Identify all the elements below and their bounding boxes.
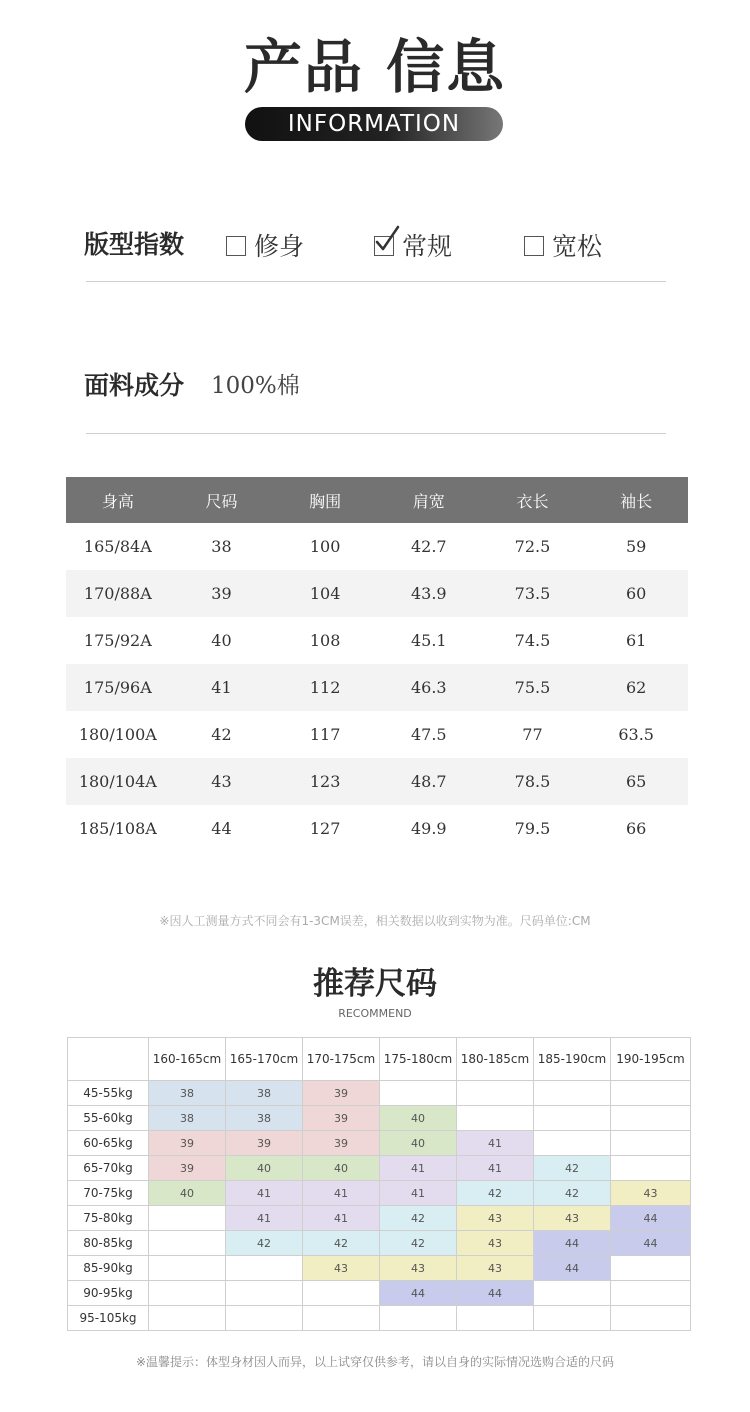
recommended-size-cell: 39 [149, 1156, 226, 1181]
empty-cell [534, 1106, 611, 1131]
fit-option-regular [374, 230, 452, 264]
grid-row [68, 1231, 691, 1256]
recommended-size-cell: 38 [226, 1081, 303, 1106]
grid-row [68, 1281, 691, 1306]
table-cell: 78.5 [481, 758, 585, 805]
checkmark-icon [374, 225, 400, 253]
height-range-header: 165-170cm [226, 1038, 303, 1081]
recommended-size-cell: 39 [303, 1106, 380, 1131]
recommended-size-cell: 39 [149, 1131, 226, 1156]
table-row [66, 523, 688, 570]
empty-cell [149, 1281, 226, 1306]
weight-range-label: 70-75kg [68, 1181, 149, 1206]
grid-row [68, 1206, 691, 1231]
weight-range-label: 90-95kg [68, 1281, 149, 1306]
weight-range-label: 95-105kg [68, 1306, 149, 1331]
recommended-size-cell: 44 [457, 1281, 534, 1306]
empty-cell [611, 1081, 691, 1106]
recommended-size-cell: 43 [611, 1181, 691, 1206]
recommended-size-cell: 42 [457, 1181, 534, 1206]
weight-range-label: 60-65kg [68, 1131, 149, 1156]
table-cell: 74.5 [514, 631, 551, 650]
column-header: 身高 [66, 477, 170, 523]
empty-cell [380, 1081, 457, 1106]
table-cell: 72.5 [514, 537, 551, 556]
height-range-header: 170-175cm [303, 1038, 380, 1081]
page-title: 产品 信息 [243, 33, 507, 101]
grid-row [68, 1181, 691, 1206]
recommended-size-cell: 42 [380, 1231, 457, 1256]
recommended-size-cell: 40 [226, 1156, 303, 1181]
checkbox-checked-icon [374, 236, 394, 256]
recommended-size-cell: 38 [149, 1106, 226, 1131]
column-header: 肩宽 [377, 477, 481, 523]
empty-cell [611, 1281, 691, 1306]
empty-cell [611, 1131, 691, 1156]
table-cell: 73.5 [481, 570, 585, 617]
recommended-size-cell: 38 [149, 1081, 226, 1106]
measurement-note: ※因人工测量方式不同会有1-3CM误差，相关数据以收到实物为准。尺码单位:CM [159, 914, 591, 928]
column-header: 衣长 [481, 477, 585, 523]
table-cell: 108 [309, 631, 341, 650]
recommended-size-cell: 39 [303, 1131, 380, 1156]
height-range-header: 180-185cm [457, 1038, 534, 1081]
table-cell: 49.9 [410, 819, 447, 838]
table-cell: 79.5 [514, 819, 551, 838]
recommended-size-cell: 43 [380, 1256, 457, 1281]
table-cell: 185/108A [78, 819, 157, 838]
recommended-size-cell: 42 [534, 1181, 611, 1206]
weight-range-label: 65-70kg [68, 1156, 149, 1181]
empty-cell [149, 1231, 226, 1256]
table-cell: 112 [273, 664, 377, 711]
empty-cell [457, 1081, 534, 1106]
table-cell: 100 [309, 537, 341, 556]
table-cell: 60 [584, 570, 688, 617]
column-header: 尺码 [170, 477, 274, 523]
table-cell: 66 [625, 819, 647, 838]
recommended-size-cell: 41 [457, 1156, 534, 1181]
grid-row [68, 1306, 691, 1331]
table-row [66, 805, 688, 852]
recommended-size-cell: 41 [226, 1181, 303, 1206]
empty-cell [226, 1306, 303, 1331]
table-cell: 38 [211, 537, 232, 556]
recommended-size-cell: 43 [303, 1256, 380, 1281]
height-range-header: 160-165cm [149, 1038, 226, 1081]
recommended-size-cell: 41 [303, 1206, 380, 1231]
grid-row [68, 1081, 691, 1106]
table-cell: 75.5 [481, 664, 585, 711]
empty-cell [611, 1156, 691, 1181]
height-range-header: 190-195cm [611, 1038, 691, 1081]
recommended-size-cell: 43 [457, 1206, 534, 1231]
recommended-size-cell: 40 [149, 1181, 226, 1206]
recommend-title: 推荐尺码 [313, 966, 437, 1002]
table-cell: 42.7 [410, 537, 447, 556]
empty-cell [534, 1131, 611, 1156]
table-cell: 170/88A [66, 570, 170, 617]
fit-option-slim [226, 230, 304, 264]
recommended-size-cell: 42 [380, 1206, 457, 1231]
recommended-size-cell: 40 [303, 1156, 380, 1181]
table-row [66, 570, 688, 617]
empty-cell [149, 1206, 226, 1231]
empty-cell [534, 1281, 611, 1306]
fit-label: 版型指数 [84, 230, 185, 259]
table-header-row [66, 477, 688, 523]
table-cell: 43 [170, 758, 274, 805]
table-cell: 41 [170, 664, 274, 711]
recommended-size-cell: 38 [226, 1106, 303, 1131]
empty-cell [380, 1306, 457, 1331]
weight-range-label: 45-55kg [68, 1081, 149, 1106]
table-cell: 62 [584, 664, 688, 711]
weight-range-label: 55-60kg [68, 1106, 149, 1131]
table-cell: 175/92A [83, 631, 152, 650]
empty-cell [611, 1106, 691, 1131]
recommended-size-cell: 41 [457, 1131, 534, 1156]
recommend-subtitle: RECOMMEND [338, 1007, 412, 1020]
fit-option-label: 修身 [254, 232, 305, 261]
grid-row [68, 1256, 691, 1281]
table-cell: 77 [522, 725, 543, 744]
empty-cell [149, 1306, 226, 1331]
column-header: 胸围 [273, 477, 377, 523]
table-cell: 43.9 [377, 570, 481, 617]
weight-range-label: 80-85kg [68, 1231, 149, 1256]
recommended-size-cell: 40 [380, 1131, 457, 1156]
table-cell: 42 [211, 725, 232, 744]
empty-cell [303, 1281, 380, 1306]
weight-range-label: 75-80kg [68, 1206, 149, 1231]
table-row [66, 617, 688, 664]
table-cell: 123 [273, 758, 377, 805]
size-spec-table [66, 477, 688, 852]
empty-cell [303, 1306, 380, 1331]
table-row [66, 711, 688, 758]
column-header: 袖长 [584, 477, 688, 523]
empty-cell [534, 1081, 611, 1106]
recommended-size-cell: 44 [534, 1256, 611, 1281]
recommended-size-cell: 44 [534, 1231, 611, 1256]
table-cell: 48.7 [377, 758, 481, 805]
table-cell: 59 [625, 537, 647, 556]
checkbox-unchecked-icon [524, 236, 544, 256]
empty-cell [457, 1106, 534, 1131]
size-tip: ※温馨提示：体型身材因人而异，以上试穿仅供参考，请以自身的实际情况选购合适的尺码 [135, 1355, 615, 1369]
page-subtitle-badge: INFORMATION [245, 107, 503, 141]
empty-cell [611, 1306, 691, 1331]
recommended-size-cell: 42 [303, 1231, 380, 1256]
recommended-size-cell: 41 [303, 1181, 380, 1206]
fabric-value: 100%棉 [211, 373, 300, 399]
empty-cell [226, 1281, 303, 1306]
table-cell: 175/96A [66, 664, 170, 711]
table-cell: 45.1 [410, 631, 447, 650]
grid-row [68, 1131, 691, 1156]
divider [86, 433, 666, 434]
empty-cell [226, 1256, 303, 1281]
recommended-size-cell: 41 [380, 1156, 457, 1181]
recommended-size-cell: 42 [534, 1156, 611, 1181]
height-range-header: 185-190cm [534, 1038, 611, 1081]
divider [86, 281, 666, 282]
grid-row [68, 1106, 691, 1131]
recommended-size-cell: 43 [534, 1206, 611, 1231]
weight-range-label: 85-90kg [68, 1256, 149, 1281]
recommended-size-cell: 39 [303, 1081, 380, 1106]
height-range-header: 175-180cm [380, 1038, 457, 1081]
table-row [66, 664, 688, 711]
table-cell: 61 [625, 631, 647, 650]
size-recommend-table [67, 1037, 691, 1331]
fit-option-label: 宽松 [552, 232, 603, 261]
table-row [66, 758, 688, 805]
empty-cell [457, 1306, 534, 1331]
fit-option-label: 常规 [402, 232, 453, 261]
recommended-size-cell: 43 [457, 1256, 534, 1281]
table-cell: 46.3 [377, 664, 481, 711]
table-cell: 165/84A [83, 537, 152, 556]
recommended-size-cell: 43 [457, 1231, 534, 1256]
fit-option-loose [524, 230, 602, 264]
table-cell: 39 [170, 570, 274, 617]
table-cell: 40 [211, 631, 232, 650]
table-cell: 44 [211, 819, 232, 838]
table-cell: 63.5 [618, 725, 654, 744]
grid-row [68, 1156, 691, 1181]
table-cell: 180/104A [66, 758, 170, 805]
empty-cell [149, 1256, 226, 1281]
table-cell: 47.5 [410, 725, 447, 744]
table-cell: 65 [584, 758, 688, 805]
grid-header-row [68, 1038, 691, 1081]
recommended-size-cell: 41 [380, 1181, 457, 1206]
recommended-size-cell: 40 [380, 1106, 457, 1131]
table-cell: 104 [273, 570, 377, 617]
fabric-label: 面料成分 [84, 371, 185, 400]
recommended-size-cell: 41 [226, 1206, 303, 1231]
recommended-size-cell: 44 [611, 1206, 691, 1231]
recommended-size-cell: 44 [380, 1281, 457, 1306]
empty-cell [611, 1256, 691, 1281]
empty-cell [534, 1306, 611, 1331]
grid-corner-cell [68, 1038, 149, 1081]
table-cell: 180/100A [78, 725, 157, 744]
checkbox-unchecked-icon [226, 236, 246, 256]
recommended-size-cell: 42 [226, 1231, 303, 1256]
recommended-size-cell: 44 [611, 1231, 691, 1256]
table-cell: 127 [309, 819, 341, 838]
table-cell: 117 [309, 725, 341, 744]
recommended-size-cell: 39 [226, 1131, 303, 1156]
